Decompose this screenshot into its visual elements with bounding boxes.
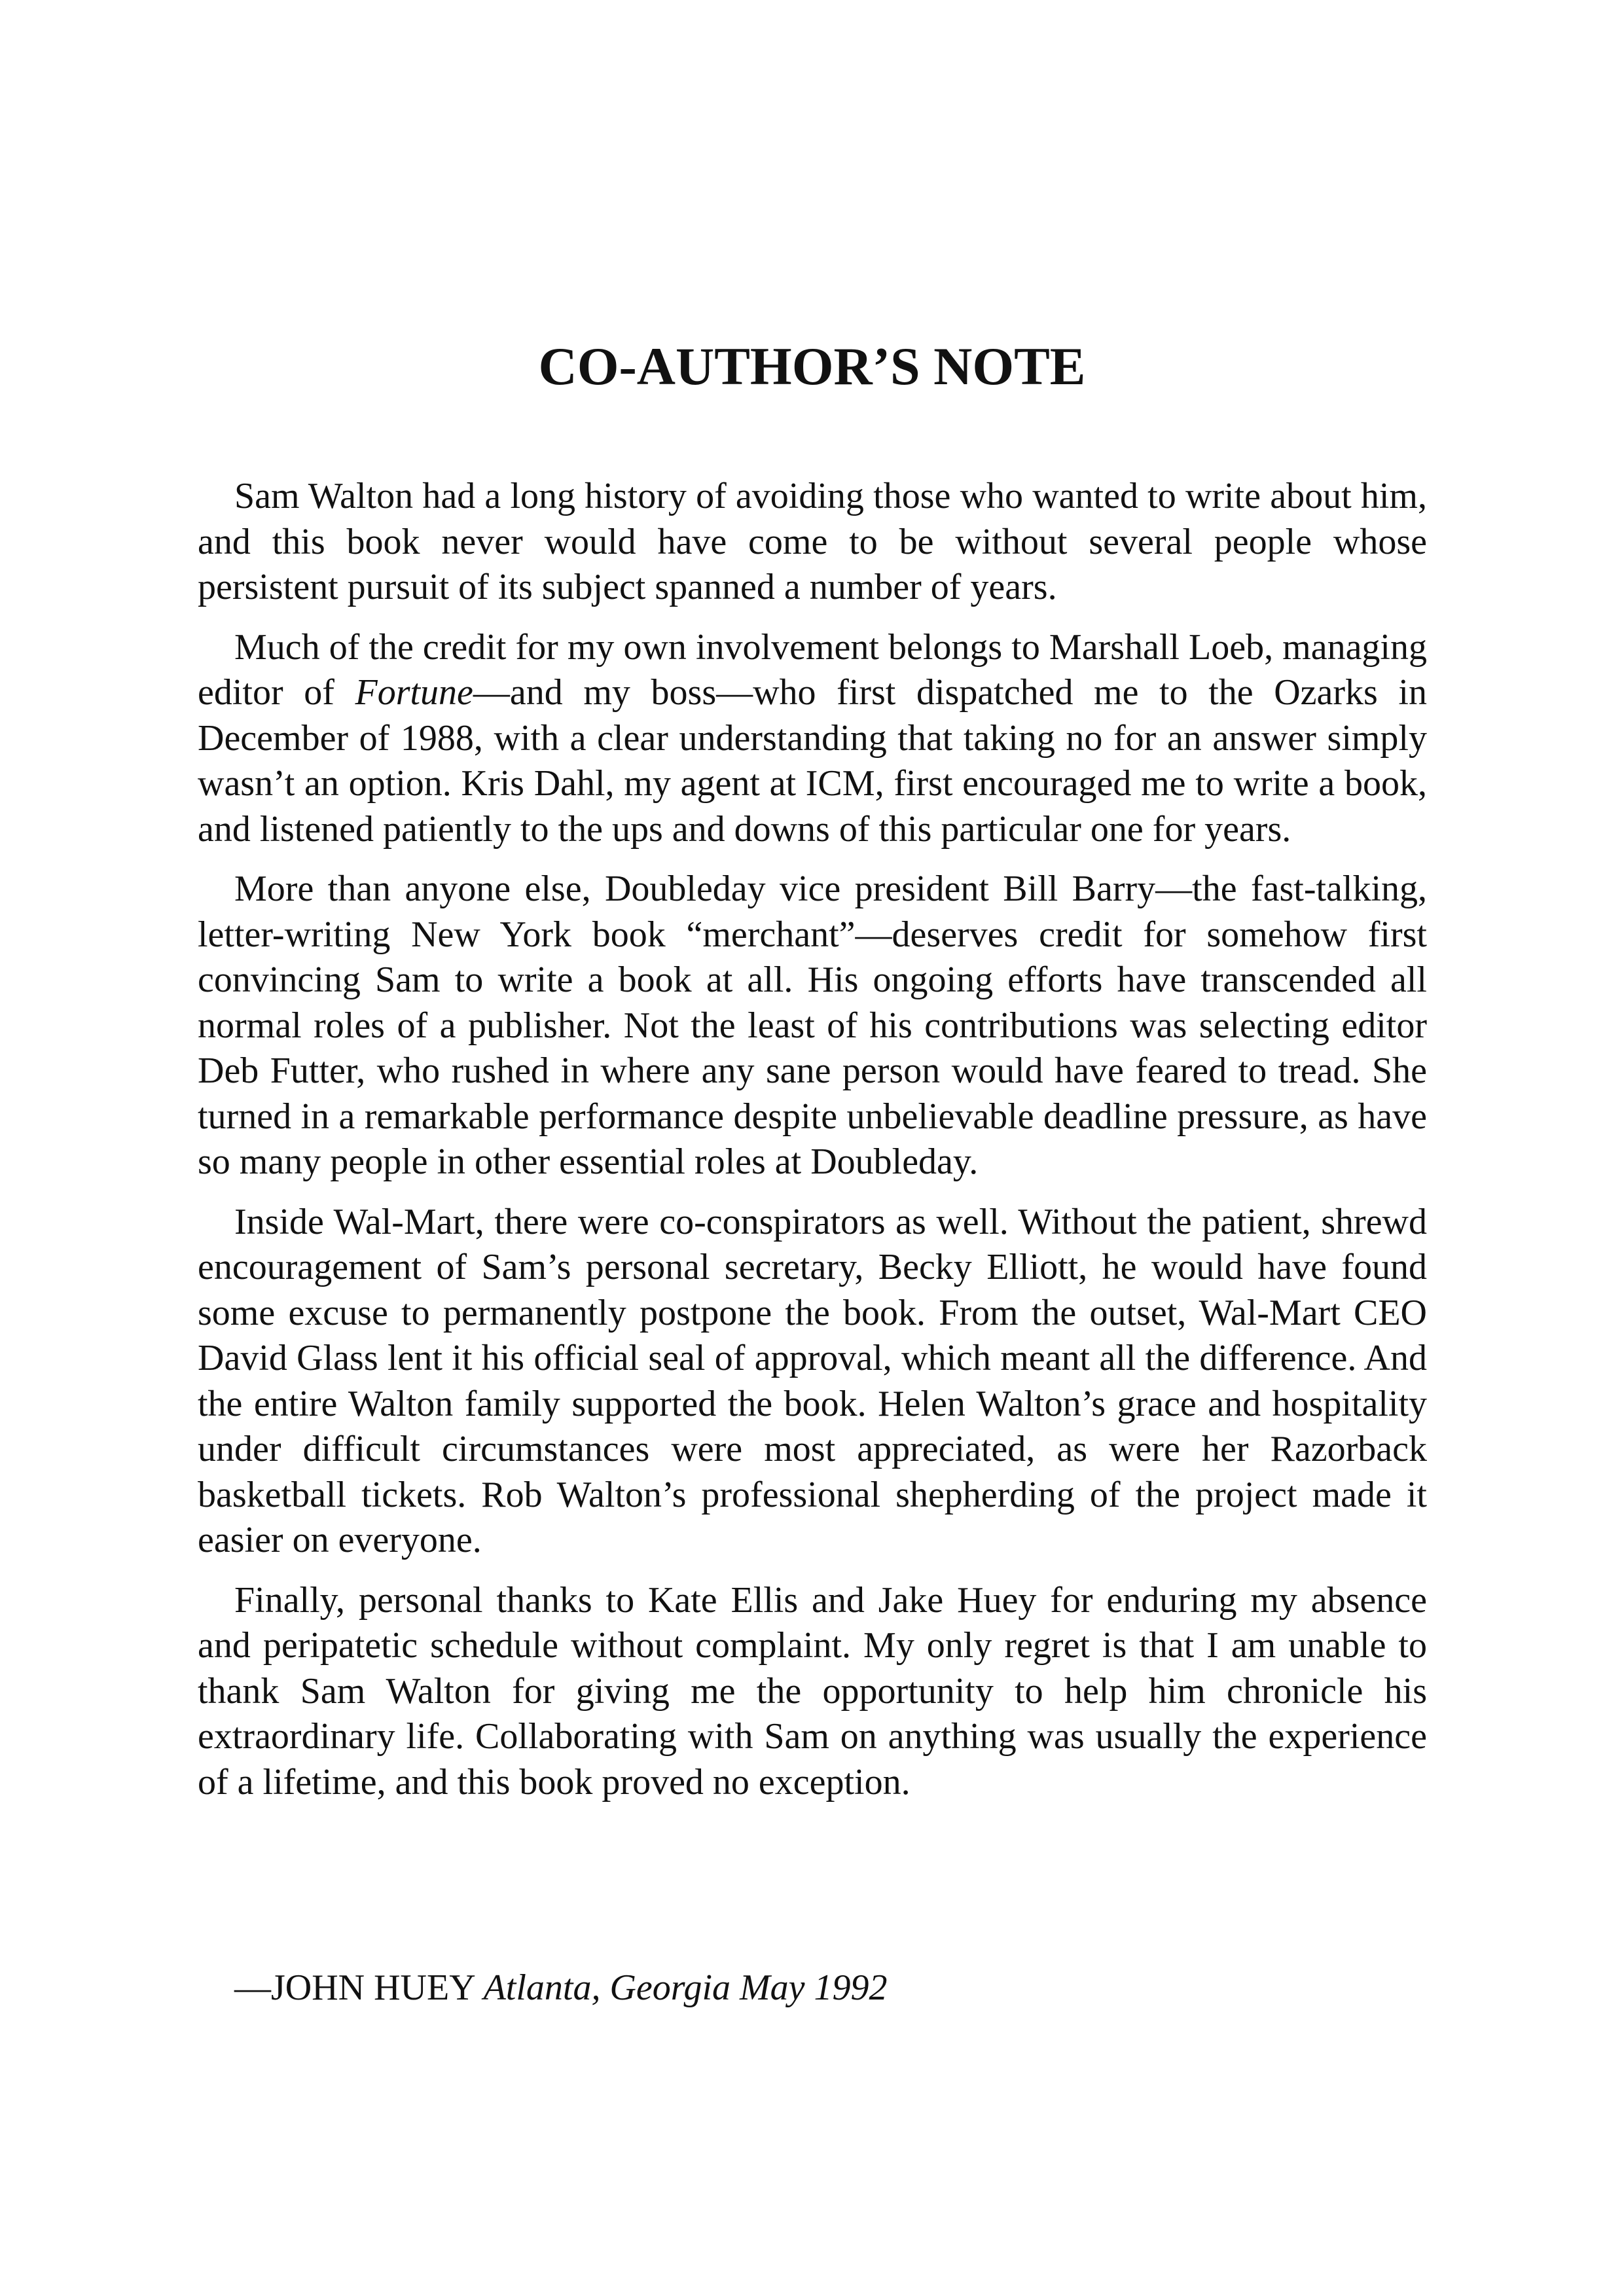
paragraph-5: Finally, personal thanks to Kate Ellis and Jake Huey for enduring my absence and peripatetic schedule without complaint. My only regret is that I am unable to thank Sam Walton for giving me the opportunity to help him chronicle his extraordinary life. Collaborating with Sam on anything was usually the experience of a lifetime, and this book proved no exception. (198, 1579, 1427, 1803)
signature-place-date: Atlanta, Georgia May 1992 (483, 1967, 888, 2008)
magazine-title-fortune: Fortune (355, 672, 473, 713)
paragraph-2-text-end: —and my boss—who first dispatched me to the Ozarks in December of 1988, with a clear understanding that taking no for an answer simply wasn’t an option. Kris Dahl, my agent at ICM, first encouraged me to write a book, and listened patiently to the ups and downs of this particular one for years. (198, 672, 1427, 850)
chapter-title: CO-AUTHOR’S NOTE (538, 336, 1086, 396)
signature-name: —JOHN HUEY (234, 1967, 475, 2008)
paragraph-4: Inside Wal-Mart, there were co-conspirators as well. Without the patient, shrewd encouragement of Sam’s personal secretary, Becky Elliott, he would have found some excuse to permanently postpone the book. From the outset, Wal-Mart CEO David Glass lent it his official seal of approval, which meant all the difference. And the entire Walton family supported the book. Helen Walton’s grace and hospitality under difficult circumstances were most appreciated, as were her Razorback basketball tickets. Rob Walton’s professional shepherding of the project made it easier on everyone. (198, 1201, 1427, 1560)
paragraph-2 (198, 625, 1427, 853)
signature (234, 1965, 1413, 2011)
paragraph-3: More than anyone else, Doubleday vice president Bill Barry—the fast-talking, letter-writing New York book “merchant”—deserves credit for somehow first convincing Sam to write a book at all. His ongoing efforts have transcended all normal roles of a publisher. Not the least of his contributions was selecting editor Deb Futter, who rushed in where any sane person would have feared to tread. She turned in a remarkable performance despite unbelievable deadline pressure, as have so many people in other essential roles at Doubleday. (198, 869, 1427, 1182)
paragraph-2-text-start: Much of the credit for my own involvement belongs to Marshall Loeb, managing editor of (198, 626, 1427, 713)
paragraph-1: Sam Walton had a long history of avoiding those who wanted to write about him, and this book never would have come to be without several people whose persistent pursuit of its subject spanned a number of years. (198, 476, 1427, 607)
body-text (198, 474, 1427, 1820)
